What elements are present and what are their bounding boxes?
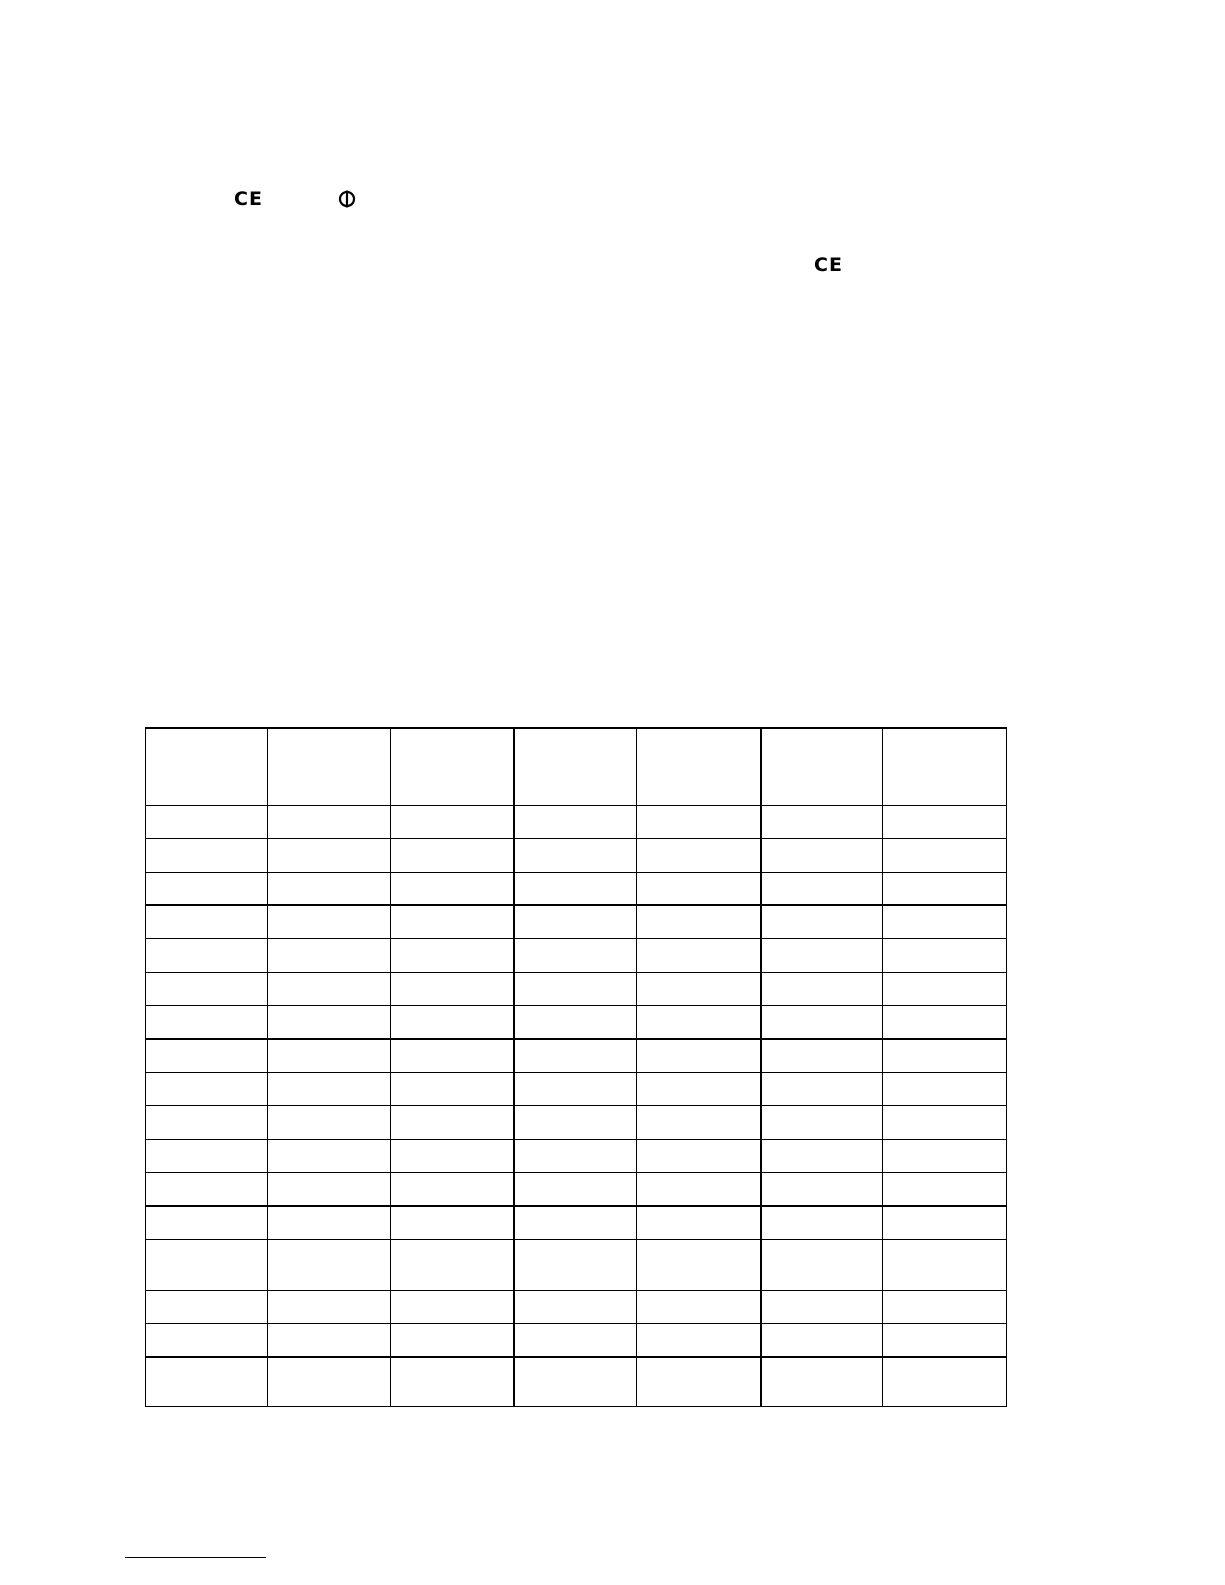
table-cell: [391, 1206, 514, 1239]
table-cell: [883, 1290, 1007, 1323]
table-cell: [883, 1039, 1007, 1072]
table-row: [146, 1239, 1007, 1290]
table-cell: [146, 1357, 268, 1406]
table-cell: [761, 839, 883, 872]
table-cell: [268, 1206, 391, 1239]
table-cell: [391, 1173, 514, 1206]
table-row: [146, 972, 1007, 1005]
table-cell: [637, 805, 761, 838]
table-cell: [637, 1173, 761, 1206]
table-cell: [268, 1290, 391, 1323]
table-cell: [761, 939, 883, 972]
table-cell: [761, 905, 883, 938]
table-cell: [146, 1072, 268, 1105]
table-cell: [883, 1324, 1007, 1357]
table-cell: [391, 805, 514, 838]
ce-mark-icon: CE: [234, 188, 263, 210]
table-cell: [268, 1173, 391, 1206]
table-cell: [268, 1139, 391, 1172]
table-cell: [391, 839, 514, 872]
table-row: [146, 1173, 1007, 1206]
table-cell: [146, 1039, 268, 1072]
table-cell: [883, 1173, 1007, 1206]
table-cell: [268, 1239, 391, 1290]
table-cell: [146, 939, 268, 972]
table-cell: [761, 1206, 883, 1239]
table-cell: [146, 905, 268, 938]
table-cell: [637, 905, 761, 938]
table-cell: [761, 805, 883, 838]
table-cell: [146, 1173, 268, 1206]
table-cell: [268, 839, 391, 872]
table-cell: [391, 872, 514, 905]
table-cell: [146, 1139, 268, 1172]
table-cell: [637, 1006, 761, 1039]
table-cell: [883, 939, 1007, 972]
table-cell: [883, 839, 1007, 872]
table-cell: [268, 728, 391, 805]
table-cell: [883, 872, 1007, 905]
table-cell: [761, 1139, 883, 1172]
table-cell: [391, 905, 514, 938]
table-cell: [637, 1290, 761, 1323]
table-cell: [514, 972, 637, 1005]
table-cell: [761, 1039, 883, 1072]
table-cell: [391, 1239, 514, 1290]
table-row: [146, 1139, 1007, 1172]
table-cell: [268, 939, 391, 972]
table-cell: [637, 1039, 761, 1072]
table-cell: [514, 728, 637, 805]
table-cell: [883, 972, 1007, 1005]
table-cell: [883, 905, 1007, 938]
table-cell: [514, 839, 637, 872]
table-cell: [883, 1206, 1007, 1239]
table-cell: [761, 1324, 883, 1357]
table-cell: [146, 1324, 268, 1357]
table-cell: [883, 728, 1007, 805]
table-cell: [883, 1006, 1007, 1039]
table-cell: [637, 939, 761, 972]
table-cell: [268, 1072, 391, 1105]
table-cell: [268, 972, 391, 1005]
table-cell: [761, 1357, 883, 1406]
table-cell: [514, 1039, 637, 1072]
table-cell: [146, 972, 268, 1005]
table-cell: [883, 1072, 1007, 1105]
footnote-divider: [125, 1557, 266, 1558]
table-cell: [514, 1239, 637, 1290]
table-cell: [637, 972, 761, 1005]
ce-mark-icon: CE: [814, 254, 843, 276]
table-cell: [514, 1206, 637, 1239]
table-cell: [883, 1139, 1007, 1172]
table-cell: [268, 1039, 391, 1072]
table-cell: [391, 1139, 514, 1172]
table-cell: [761, 972, 883, 1005]
table-cell: [761, 1006, 883, 1039]
table-cell: [268, 1106, 391, 1139]
table-cell: [514, 1173, 637, 1206]
table-cell: [637, 728, 761, 805]
table-cell: [761, 728, 883, 805]
table-row: [146, 905, 1007, 938]
table-cell: [391, 1006, 514, 1039]
table-cell: [514, 1139, 637, 1172]
table-cell: [146, 872, 268, 905]
table-row: [146, 1357, 1007, 1406]
table-cell: [883, 1106, 1007, 1139]
table-row: [146, 1206, 1007, 1239]
table-cell: [146, 1290, 268, 1323]
table-cell: [883, 805, 1007, 838]
table-cell: [146, 728, 268, 805]
class-2-alert-icon: [337, 189, 357, 209]
table-cell: [514, 939, 637, 972]
table-cell: [514, 1006, 637, 1039]
table-cell: [268, 805, 391, 838]
table-cell: [391, 972, 514, 1005]
table-cell: [268, 1324, 391, 1357]
table-cell: [761, 1290, 883, 1323]
table-cell: [637, 1357, 761, 1406]
table-row: [146, 1039, 1007, 1072]
table-header-row: [146, 728, 1007, 805]
table-cell: [761, 872, 883, 905]
table-cell: [637, 1106, 761, 1139]
table-cell: [883, 1357, 1007, 1406]
table-cell: [761, 1173, 883, 1206]
table-cell: [761, 1106, 883, 1139]
table-cell: [391, 1357, 514, 1406]
table-cell: [391, 1072, 514, 1105]
table-row: [146, 1290, 1007, 1323]
table-cell: [514, 1357, 637, 1406]
table-row: [146, 1006, 1007, 1039]
table-cell: [637, 872, 761, 905]
table-row: [146, 939, 1007, 972]
table-cell: [514, 905, 637, 938]
table-cell: [514, 1072, 637, 1105]
table-cell: [391, 1324, 514, 1357]
table-cell: [146, 805, 268, 838]
table-cell: [268, 1357, 391, 1406]
table-row: [146, 839, 1007, 872]
table-cell: [146, 1239, 268, 1290]
table-cell: [761, 1239, 883, 1290]
table-cell: [391, 1039, 514, 1072]
table-cell: [637, 839, 761, 872]
table-cell: [268, 905, 391, 938]
table-cell: [761, 1072, 883, 1105]
table-cell: [883, 1239, 1007, 1290]
table-cell: [514, 1324, 637, 1357]
table-cell: [637, 1206, 761, 1239]
table-row: [146, 872, 1007, 905]
table-cell: [514, 1106, 637, 1139]
table-cell: [391, 939, 514, 972]
table-cell: [268, 1006, 391, 1039]
table-row: [146, 1106, 1007, 1139]
table-cell: [637, 1239, 761, 1290]
table-cell: [391, 1106, 514, 1139]
data-table: [145, 727, 1007, 1407]
table-cell: [146, 1206, 268, 1239]
table-cell: [514, 872, 637, 905]
table-cell: [391, 728, 514, 805]
table-cell: [391, 1290, 514, 1323]
table-cell: [146, 839, 268, 872]
table-cell: [146, 1106, 268, 1139]
table-cell: [637, 1139, 761, 1172]
table-cell: [514, 805, 637, 838]
table-row: [146, 1072, 1007, 1105]
table-row: [146, 1324, 1007, 1357]
table-cell: [637, 1324, 761, 1357]
table-cell: [268, 872, 391, 905]
table-cell: [146, 1006, 268, 1039]
table-row: [146, 805, 1007, 838]
table-cell: [514, 1290, 637, 1323]
table-cell: [637, 1072, 761, 1105]
